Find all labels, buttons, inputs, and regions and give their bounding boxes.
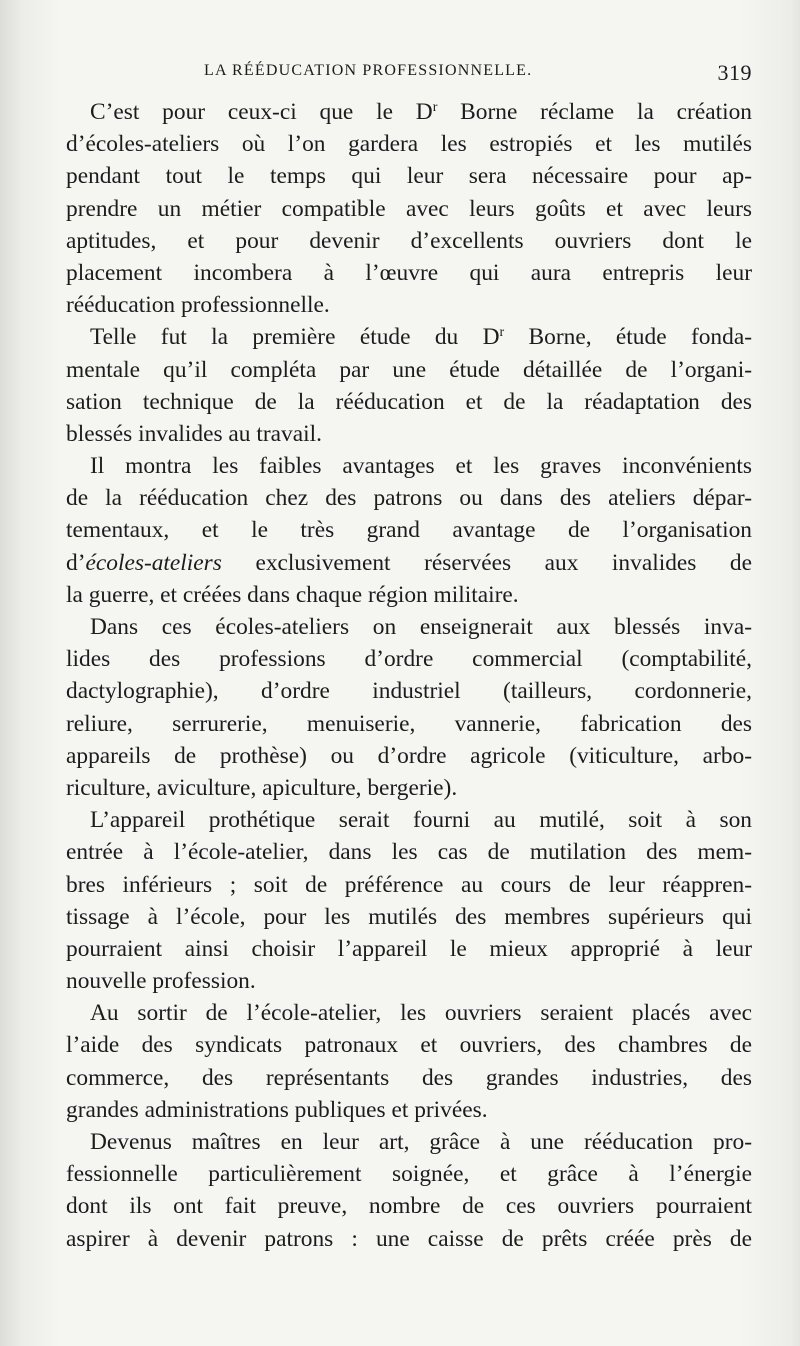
- text-line: entrée à l’école-atelier, dans les cas de mutilation des mem-: [66, 839, 752, 866]
- paragraph-1: [66, 96, 752, 321]
- text-line: appareils de prothèse) ou d’ordre agricole (viticulture, arbo-: [66, 742, 752, 769]
- text-line: Au sortir de l’école-atelier, les ouvriers seraient placés avec: [90, 1000, 752, 1027]
- paragraph-7: [66, 1126, 752, 1255]
- text-line: Devenus maîtres en leur art, grâce à une rééducation pro-: [90, 1129, 752, 1155]
- paragraph-5: [66, 804, 752, 997]
- text-line: de la rééducation chez des patrons ou dans des ateliers dépar-: [66, 485, 752, 512]
- text-line: C’est pour ceux-ci que le $D^r$ Borne réclame la création: [90, 99, 752, 125]
- text-line: aspirer à devenir patrons : une caisse de prêts créée près de: [66, 1225, 752, 1252]
- text-line: l’aide des syndicats patronaux et ouvriers, des chambres de: [66, 1032, 752, 1059]
- paragraph-6: [66, 997, 752, 1126]
- paragraph-2: [66, 321, 752, 450]
- text-line: tissage à l’école, pour les mutilés des membres supérieurs qui: [66, 903, 752, 930]
- paragraph-4: [66, 611, 752, 804]
- text-line: sation technique de la rééducation et de la réadaptation des: [66, 388, 752, 415]
- text-line: commerce, des représentants des grandes industries, des: [66, 1064, 752, 1091]
- text-line: Il montra les faibles avantages et les graves inconvénients: [90, 453, 752, 480]
- text-line: mentale qu’il compléta par une étude détaillée de l’organi-: [66, 356, 752, 383]
- text-line: Telle fut la première étude du $D^r$ Borne, étude fonda-: [90, 324, 752, 351]
- text-line: pendant tout le temps qui leur sera nécessaire pour ap-: [66, 163, 752, 190]
- text-line: aptitudes, et pour devenir d’excellents ouvriers dont le: [66, 227, 752, 254]
- text-line: grandes administrations publiques et privées.: [66, 1096, 488, 1123]
- text-line: blessés invalides au travail.: [66, 420, 322, 447]
- text-line: Dans ces écoles-ateliers on enseignerait aux blessés inva-: [90, 614, 752, 640]
- text-line: tementaux, et le très grand avantage de l’organisation: [66, 517, 752, 544]
- text-line: reliure, serrurerie, menuiserie, vannerie, fabrication des: [66, 710, 752, 737]
- text-line: placement incombera à l’œuvre qui aura entrepris leur: [66, 259, 752, 286]
- paragraph-3: [66, 450, 752, 611]
- text-line: d’écoles-ateliers où l’on gardera les estropiés et les mutilés: [66, 131, 752, 158]
- text-line: lides des professions d’ordre commercial (comptabilité,: [66, 646, 752, 673]
- text-line: prendre un métier compatible avec leurs goûts et avec leurs: [66, 195, 752, 222]
- body-text: [66, 96, 752, 1255]
- running-title: LA RÉÉDUCATION PROFESSIONNELLE.: [204, 62, 533, 79]
- text-line: L’appareil prothétique serait fourni au mutilé, soit à son: [90, 807, 752, 834]
- text-line: riculture, aviculture, apiculture, bergerie).: [66, 774, 458, 801]
- text-line: la guerre, et créées dans chaque région militaire.: [66, 581, 519, 608]
- text-line: pourraient ainsi choisir l’appareil le mieux approprié à leur: [66, 935, 752, 962]
- text-line: d’écoles-ateliers exclusivement réservées aux invalides de: [66, 549, 752, 576]
- text-line: rééducation professionnelle.: [66, 292, 330, 319]
- text-line: nouvelle profession.: [66, 968, 256, 995]
- running-head: [66, 60, 752, 88]
- page-number: 319: [717, 60, 752, 85]
- text-line: dactylographie), d’ordre industriel (tailleurs, cordonnerie,: [66, 678, 752, 705]
- text-line: bres inférieurs ; soit de préférence au cours de leur réappren-: [66, 871, 752, 898]
- text-line: dont ils ont fait preuve, nombre de ces ouvriers pourraient: [66, 1193, 752, 1220]
- text-line: fessionnelle particulièrement soignée, et grâce à l’énergie: [66, 1161, 752, 1188]
